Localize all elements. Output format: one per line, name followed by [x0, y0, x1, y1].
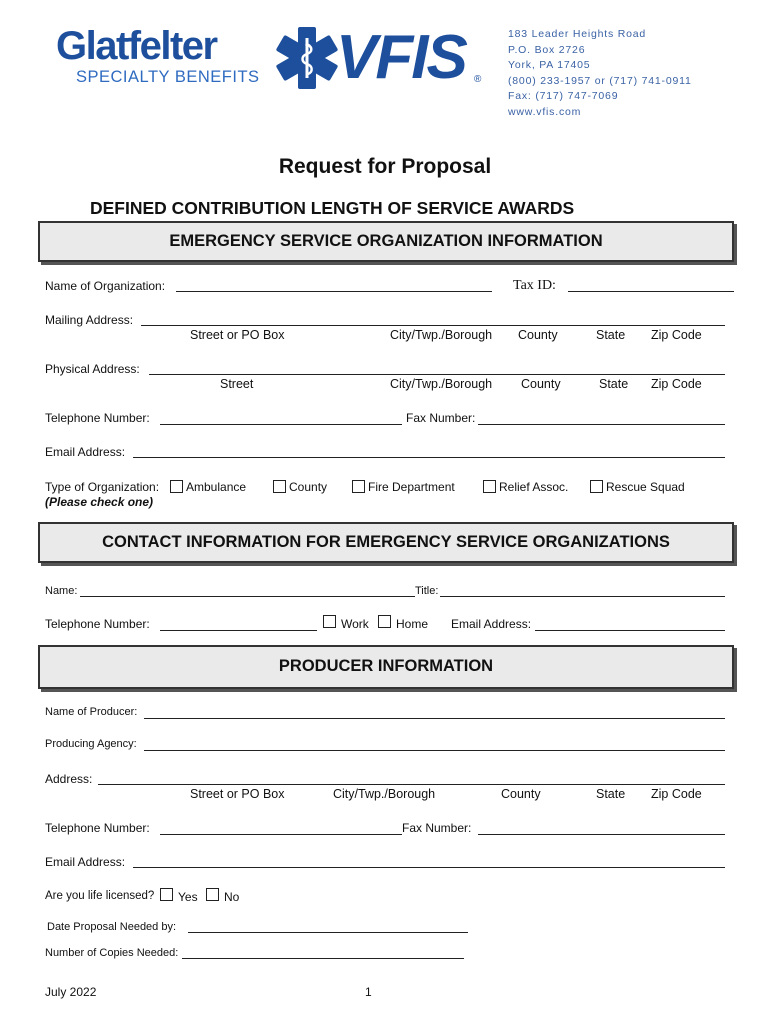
no-checkbox[interactable] [206, 888, 219, 901]
org-email-field[interactable] [133, 457, 725, 458]
rescue-squad-label: Rescue Squad [606, 480, 685, 494]
company-address [508, 27, 692, 120]
mailing-sub-zip: Zip Code [651, 328, 702, 342]
contact-section-header: CONTACT INFORMATION FOR EMERGENCY SERVICE ORGANIZATIONS [38, 522, 734, 563]
relief-assoc-label: Relief Assoc. [499, 480, 569, 494]
producer-fax-label: Fax Number: [402, 821, 472, 835]
copies-needed-label: Number of Copies Needed: [45, 947, 179, 959]
mailing-sub-state: State [596, 328, 626, 342]
glatfelter-logo [56, 24, 260, 86]
contact-email-field[interactable] [535, 630, 725, 631]
physical-address-field[interactable] [149, 374, 725, 375]
producer-name-label: Name of Producer: [45, 706, 138, 718]
physical-address-label: Physical Address: [45, 362, 140, 376]
glatfelter-logo-name: Glatfelter [56, 24, 217, 68]
producer-address-label: Address: [45, 772, 93, 786]
fire-department-label: Fire Department [368, 480, 455, 494]
producer-phone-field[interactable] [160, 834, 402, 835]
tax-id-field[interactable] [568, 291, 734, 292]
county-label: County [289, 480, 328, 494]
vfis-logo-name: VFIS [336, 23, 466, 92]
producer-fax-field[interactable] [478, 834, 725, 835]
licensed-label: Are you life licensed? [45, 890, 155, 902]
producer-email-label: Email Address: [45, 855, 126, 869]
yes-label: Yes [178, 890, 198, 904]
page-number: 1 [365, 985, 372, 999]
tax-id-label: Tax ID: [513, 278, 556, 293]
contact-email-label: Email Address: [451, 617, 532, 631]
org-fax-label: Fax Number: [406, 411, 476, 425]
work-label: Work [341, 617, 369, 631]
agency-field[interactable] [144, 750, 725, 751]
work-checkbox[interactable] [323, 615, 336, 628]
page-title: Request for Proposal [278, 155, 492, 178]
org-name-field[interactable] [176, 291, 492, 292]
county-checkbox[interactable] [273, 480, 286, 493]
mailing-address-field[interactable] [141, 325, 725, 326]
physical-sub-county: County [521, 377, 561, 391]
producer-sub-street: Street or PO Box [190, 787, 285, 801]
agency-label: Producing Agency: [45, 738, 137, 750]
date-needed-field[interactable] [188, 932, 468, 933]
mailing-address-label: Mailing Address: [45, 313, 134, 327]
producer-email-field[interactable] [133, 867, 725, 868]
physical-sub-street: Street [220, 377, 254, 391]
org-phone-field[interactable] [160, 424, 402, 425]
contact-name-label: Name: [45, 585, 78, 597]
yes-checkbox[interactable] [160, 888, 173, 901]
address-line: P.O. Box 2726 [508, 43, 586, 56]
star-of-life-icon [274, 26, 340, 90]
mailing-sub-county: County [518, 328, 558, 342]
contact-title-field[interactable] [440, 596, 725, 597]
ambulance-label: Ambulance [186, 480, 247, 494]
fire-department-checkbox[interactable] [352, 480, 365, 493]
date-needed-label: Date Proposal Needed by: [47, 921, 177, 933]
mailing-sub-street: Street or PO Box [190, 328, 285, 342]
contact-title-label: Title: [415, 585, 439, 597]
producer-sub-state: State [596, 787, 626, 801]
org-name-label: Name of Organization: [45, 279, 166, 293]
address-line: (800) 233-1957 or (717) 741-0911 [508, 74, 692, 87]
contact-phone-field[interactable] [160, 630, 317, 631]
vfis-logo [274, 23, 486, 92]
rescue-squad-checkbox[interactable] [590, 480, 603, 493]
org-section-header: EMERGENCY SERVICE ORGANIZATION INFORMATION [38, 221, 734, 262]
org-type-label: Type of Organization: [45, 480, 160, 494]
contact-name-field[interactable] [80, 596, 415, 597]
page-subtitle: DEFINED CONTRIBUTION LENGTH OF SERVICE AWARDS [90, 198, 575, 218]
registered-mark-icon: ® [474, 74, 482, 85]
contact-phone-label: Telephone Number: [45, 617, 150, 631]
address-line: 183 Leader Heights Road [508, 28, 647, 40]
home-checkbox[interactable] [378, 615, 391, 628]
mailing-sub-city: City/Twp./Borough [390, 328, 493, 342]
org-type-note: (Please check one) [45, 495, 154, 509]
physical-sub-city: City/Twp./Borough [390, 377, 493, 391]
producer-section-header: PRODUCER INFORMATION [38, 645, 734, 689]
address-line[interactable]: www.vfis.com [508, 105, 582, 118]
producer-address-field[interactable] [98, 784, 725, 785]
footer-date: July 2022 [45, 985, 97, 999]
address-line: York, PA 17405 [508, 59, 591, 71]
address-line: Fax: (717) 747-7069 [508, 90, 619, 102]
producer-phone-label: Telephone Number: [45, 821, 150, 835]
glatfelter-logo-sub: SPECIALTY BENEFITS [76, 68, 260, 86]
relief-assoc-checkbox[interactable] [483, 480, 496, 493]
producer-sub-county: County [501, 787, 541, 801]
ambulance-checkbox[interactable] [170, 480, 183, 493]
copies-needed-field[interactable] [182, 958, 464, 959]
producer-sub-city: City/Twp./Borough [333, 787, 436, 801]
physical-sub-zip: Zip Code [651, 377, 702, 391]
producer-sub-zip: Zip Code [651, 787, 702, 801]
org-phone-label: Telephone Number: [45, 411, 150, 425]
no-label: No [224, 890, 240, 904]
producer-name-field[interactable] [144, 718, 725, 719]
home-label: Home [396, 617, 429, 631]
org-email-label: Email Address: [45, 445, 126, 459]
org-fax-field[interactable] [478, 424, 725, 425]
physical-sub-state: State [599, 377, 629, 391]
